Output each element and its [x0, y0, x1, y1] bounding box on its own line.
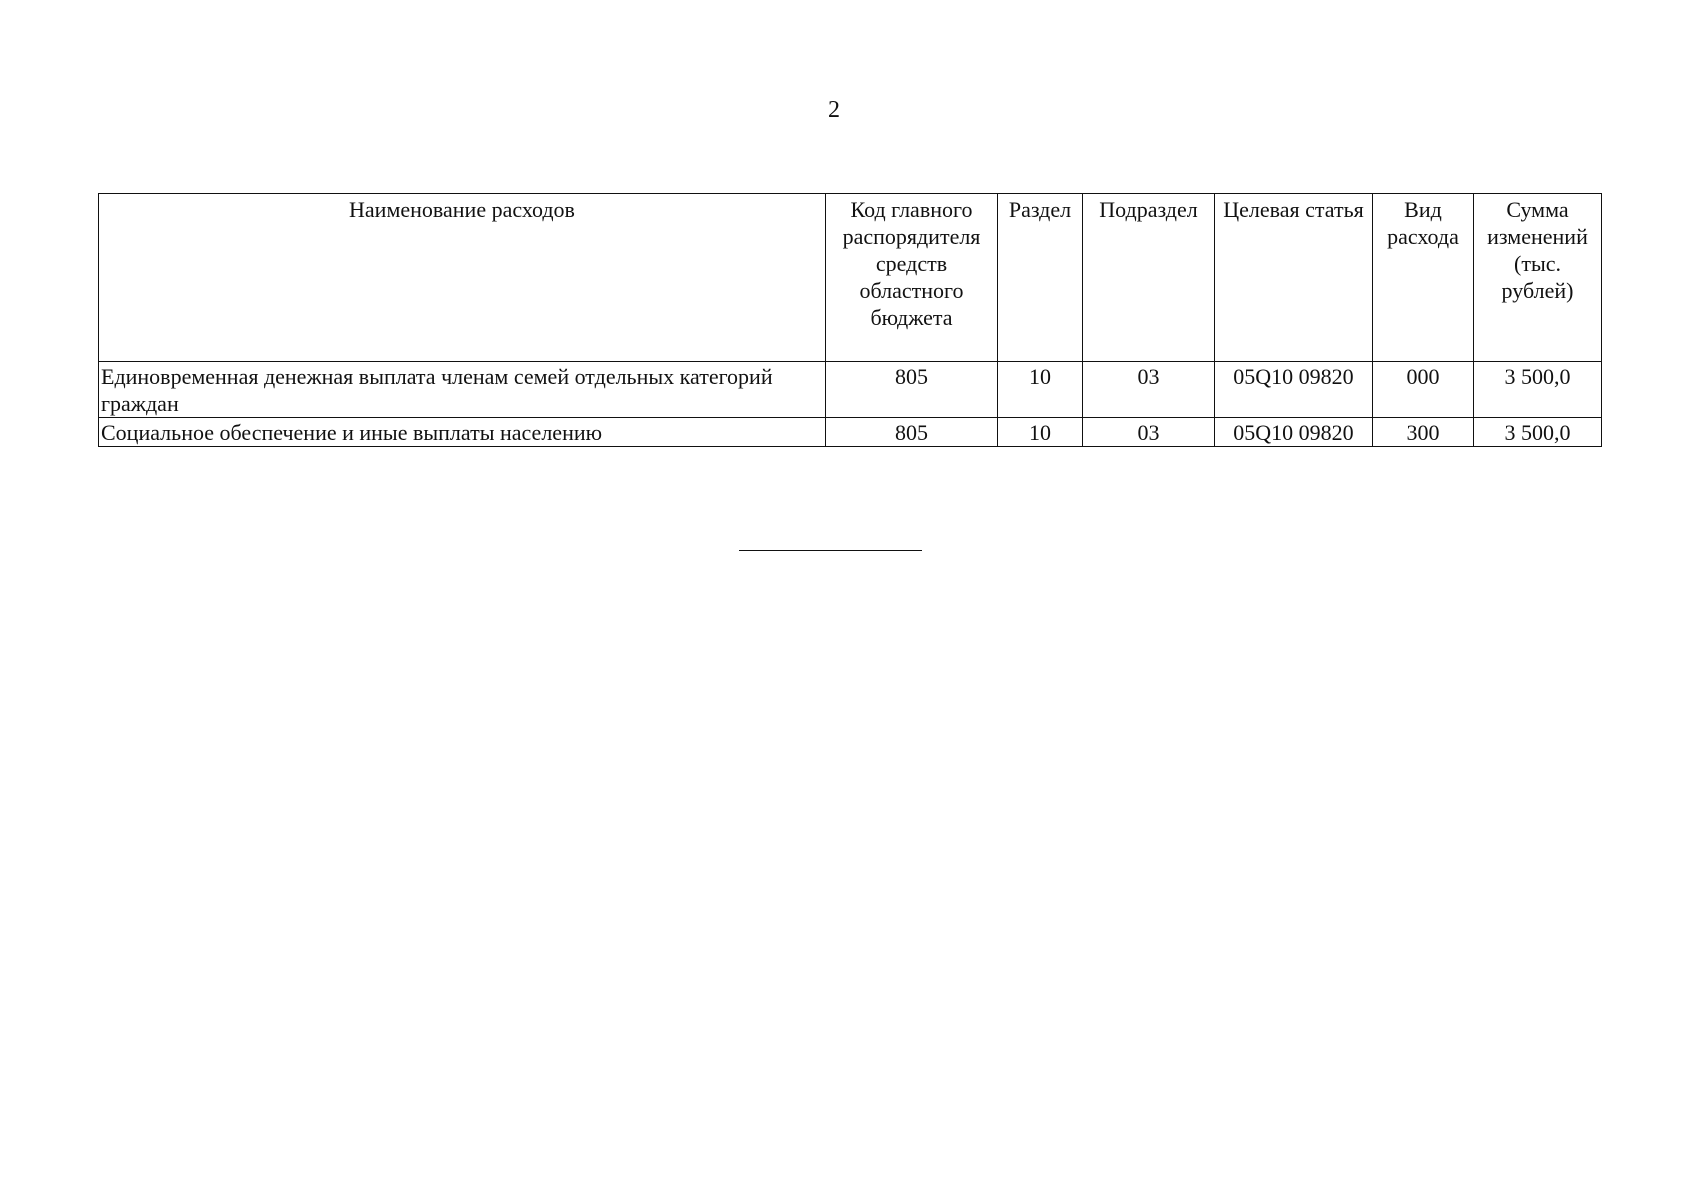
cell-subsection: 03: [1083, 418, 1215, 447]
cell-expense-name: Социальное обеспечение и иные выплаты населению: [99, 418, 826, 447]
cell-admin-code: 805: [826, 362, 998, 418]
cell-section: 10: [998, 362, 1083, 418]
cell-subsection: 03: [1083, 362, 1215, 418]
header-subsection: Подраздел: [1083, 194, 1215, 362]
header-row: [99, 194, 1602, 362]
expenses-table: [98, 193, 1602, 447]
cell-amount: 3 500,0: [1474, 362, 1602, 418]
header-expense-name: Наименование расходов: [99, 194, 826, 362]
header-amount: Сумма изменений (тыс. рублей): [1474, 194, 1602, 362]
header-section: Раздел: [998, 194, 1083, 362]
table-body: [99, 362, 1602, 447]
cell-amount: 3 500,0: [1474, 418, 1602, 447]
cell-expense-name: Единовременная денежная выплата членам семей отдельных категорий граждан: [99, 362, 826, 418]
table-header: [99, 194, 1602, 362]
cell-expense-type: 300: [1373, 418, 1474, 447]
cell-admin-code: 805: [826, 418, 998, 447]
page-number: 2: [828, 97, 840, 123]
header-admin-code: Код главного распорядителя средств областного бюджета: [826, 194, 998, 362]
end-divider-line: [739, 550, 922, 551]
header-expense-type: Вид расхода: [1373, 194, 1474, 362]
cell-target-item: 05Q10 09820: [1215, 418, 1373, 447]
table-row: [99, 362, 1602, 418]
header-target-item: Целевая статья: [1215, 194, 1373, 362]
cell-expense-type: 000: [1373, 362, 1474, 418]
cell-section: 10: [998, 418, 1083, 447]
cell-target-item: 05Q10 09820: [1215, 362, 1373, 418]
table-row: [99, 418, 1602, 447]
